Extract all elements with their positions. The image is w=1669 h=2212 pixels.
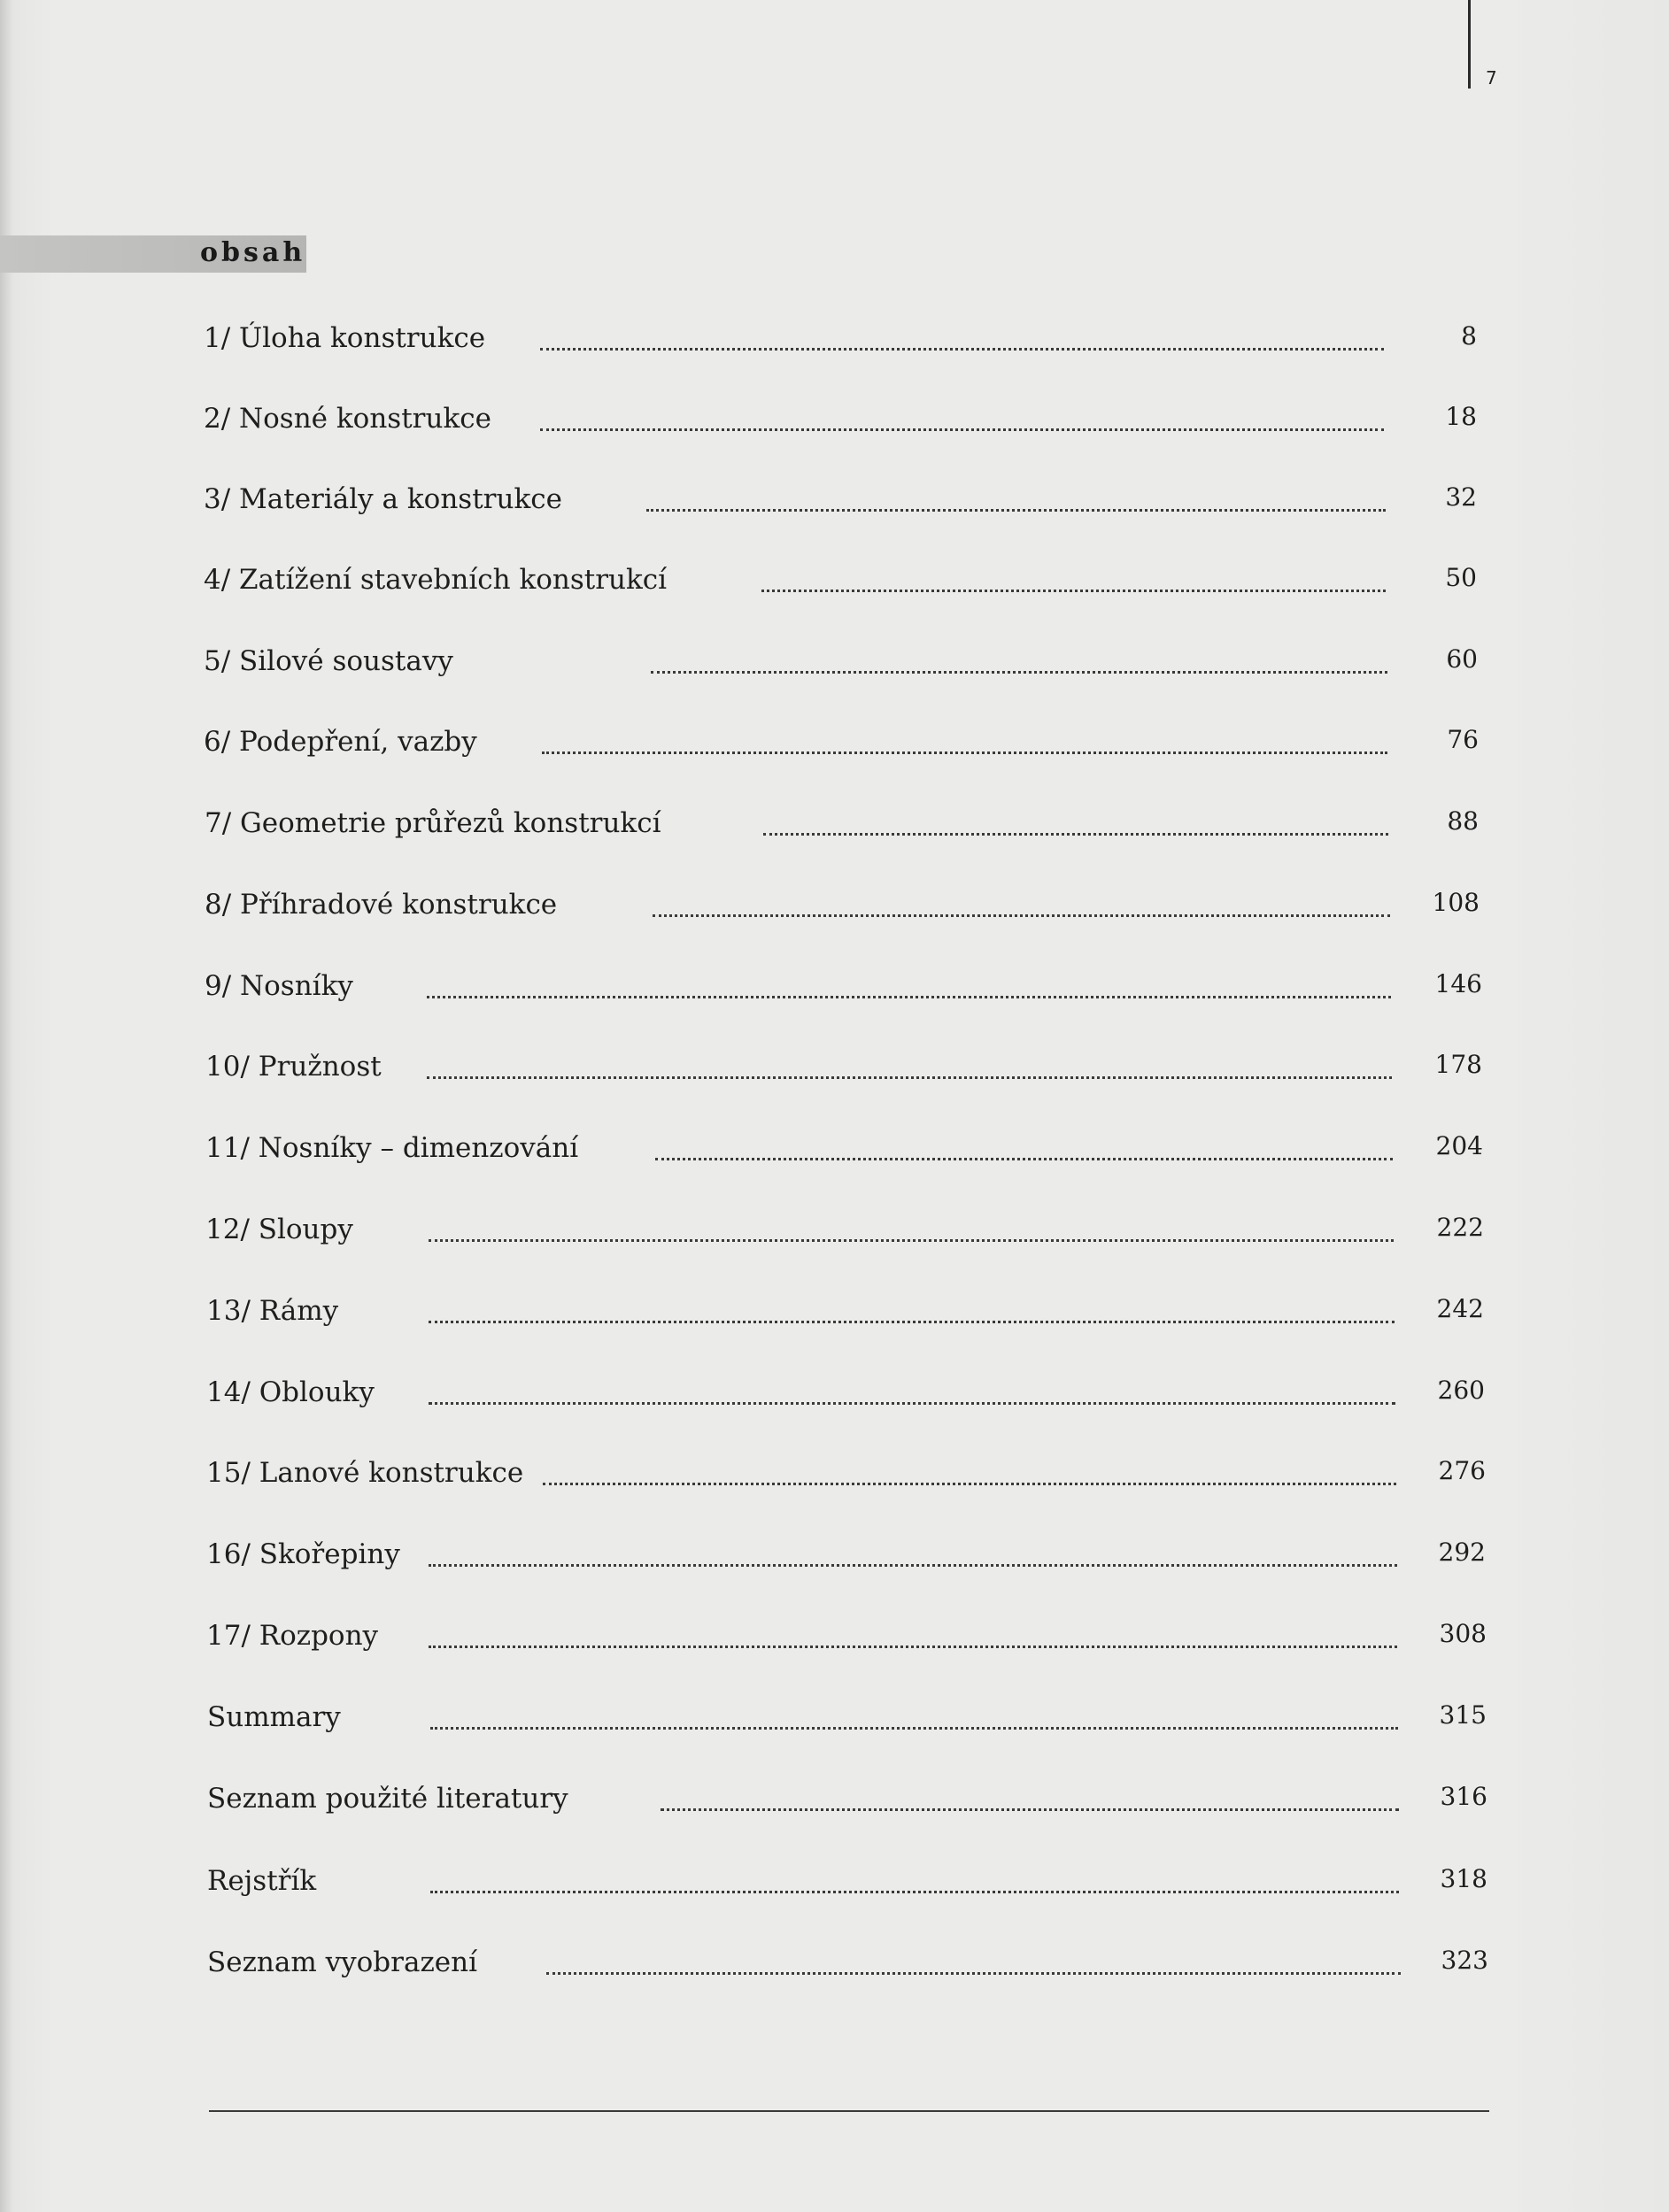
toc-dot-leader [427, 996, 1391, 998]
toc-entry-page-number: 222 [1436, 1213, 1484, 1242]
toc-entry-page-number: 178 [1434, 1050, 1482, 1079]
toc-dot-leader [429, 1239, 1394, 1242]
toc-dot-leader [540, 348, 1384, 351]
toc-entry-page-number: 292 [1438, 1538, 1486, 1567]
toc-entry [207, 1694, 1487, 1738]
toc-entry [206, 1531, 1486, 1576]
toc-entry [204, 638, 1478, 682]
toc-entry-label: 8/ Příhradové konstrukce [205, 889, 558, 921]
toc-entry-label: 13/ Rámy [206, 1295, 339, 1327]
toc-entry-page-number: 88 [1447, 806, 1479, 836]
toc-entry-label: 5/ Silové soustavy [204, 645, 453, 677]
top-vertical-rule [1468, 0, 1471, 89]
toc-entry [204, 396, 1477, 440]
toc-entry [205, 963, 1482, 1007]
toc-entry-page-number: 308 [1439, 1619, 1487, 1648]
toc-dot-leader [646, 509, 1386, 512]
toc-dot-leader [429, 1564, 1397, 1567]
toc-entry [204, 557, 1477, 601]
toc-entry-label: 14/ Oblouky [206, 1376, 375, 1408]
toc-entry [206, 1369, 1485, 1414]
spine-shadow [0, 0, 12, 2212]
toc-entry-page-number: 108 [1432, 888, 1480, 917]
toc-dot-leader [429, 1402, 1395, 1405]
toc-entry-label: 4/ Zatížení stavebních konstrukcí [204, 564, 668, 596]
toc-entry [206, 1613, 1487, 1657]
toc-entry-label: Summary [207, 1701, 341, 1733]
toc-entry-page-number: 276 [1438, 1456, 1486, 1485]
toc-entry [206, 1288, 1484, 1332]
toc-dot-leader [651, 671, 1387, 674]
toc-entry-label: 10/ Pružnost [205, 1051, 382, 1083]
toc-entry-page-number: 204 [1435, 1131, 1483, 1160]
toc-entry-page-number: 18 [1445, 402, 1477, 431]
toc-entry [205, 1125, 1483, 1169]
toc-entry-label: 6/ Podepření, vazby [204, 726, 477, 758]
toc-entry-page-number: 242 [1436, 1294, 1484, 1323]
toc-entry-page-number: 50 [1445, 563, 1477, 592]
page-number: 7 [1486, 67, 1497, 89]
toc-dot-leader [655, 1158, 1393, 1160]
toc-dot-leader [429, 1646, 1397, 1648]
toc-entry [205, 800, 1479, 844]
toc-entry-page-number: 60 [1446, 644, 1478, 674]
toc-entry-page-number: 316 [1440, 1782, 1487, 1811]
toc-dot-leader [761, 590, 1386, 592]
toc-dot-leader [543, 1483, 1396, 1485]
toc-entry-label: 15/ Lanové konstrukce [206, 1457, 524, 1489]
toc-entry [204, 719, 1479, 763]
toc-dot-leader [540, 428, 1384, 431]
toc-entry-page-number: 146 [1434, 969, 1482, 998]
toc-entry-label: 16/ Skořepiny [206, 1538, 400, 1570]
toc-entry [207, 1858, 1487, 1902]
toc-dot-leader [653, 914, 1390, 917]
toc-entry-label: 9/ Nosníky [205, 970, 353, 1002]
toc-entry [204, 315, 1477, 359]
toc-heading: obsah [200, 237, 306, 268]
toc-dot-leader [430, 1891, 1399, 1893]
toc-entry-label: Seznam vyobrazení [207, 1946, 478, 1978]
toc-dot-leader [661, 1808, 1399, 1811]
toc-entry [206, 1450, 1486, 1494]
toc-entry [207, 1939, 1488, 1984]
toc-entry-label: 1/ Úloha konstrukce [204, 322, 486, 354]
toc-entry-page-number: 260 [1437, 1376, 1485, 1405]
toc-entry-label: Seznam použité literatury [207, 1783, 568, 1815]
toc-dot-leader [546, 1972, 1401, 1975]
toc-entry-label: 11/ Nosníky – dimenzování [205, 1132, 579, 1164]
toc-dot-leader [430, 1727, 1398, 1730]
toc-dot-leader [429, 1321, 1395, 1323]
toc-entry-label: 12/ Sloupy [205, 1214, 353, 1245]
toc-entry-page-number: 323 [1441, 1946, 1488, 1975]
toc-entry [207, 1776, 1487, 1820]
toc-entry-label: 7/ Geometrie průřezů konstrukcí [205, 807, 661, 839]
toc-entry-page-number: 8 [1461, 321, 1477, 351]
toc-entry [205, 1206, 1484, 1251]
toc-entry-page-number: 318 [1440, 1864, 1487, 1893]
toc-dot-leader [763, 833, 1388, 836]
toc-entry [205, 1044, 1482, 1088]
toc-entry-page-number: 76 [1447, 725, 1479, 754]
toc-entry-label: 3/ Materiály a konstrukce [204, 483, 562, 515]
toc-dot-leader [427, 1076, 1392, 1079]
bottom-rule [209, 2110, 1489, 2112]
toc-entry-page-number: 32 [1445, 482, 1477, 512]
toc-entry-label: 17/ Rozpony [206, 1620, 379, 1652]
toc-entry [205, 882, 1480, 926]
toc-entry-page-number: 315 [1439, 1700, 1487, 1730]
toc-entry [204, 476, 1477, 520]
toc-dot-leader [542, 751, 1387, 754]
toc-entry-label: Rejstřík [207, 1865, 317, 1897]
toc-entry-label: 2/ Nosné konstrukce [204, 403, 491, 435]
